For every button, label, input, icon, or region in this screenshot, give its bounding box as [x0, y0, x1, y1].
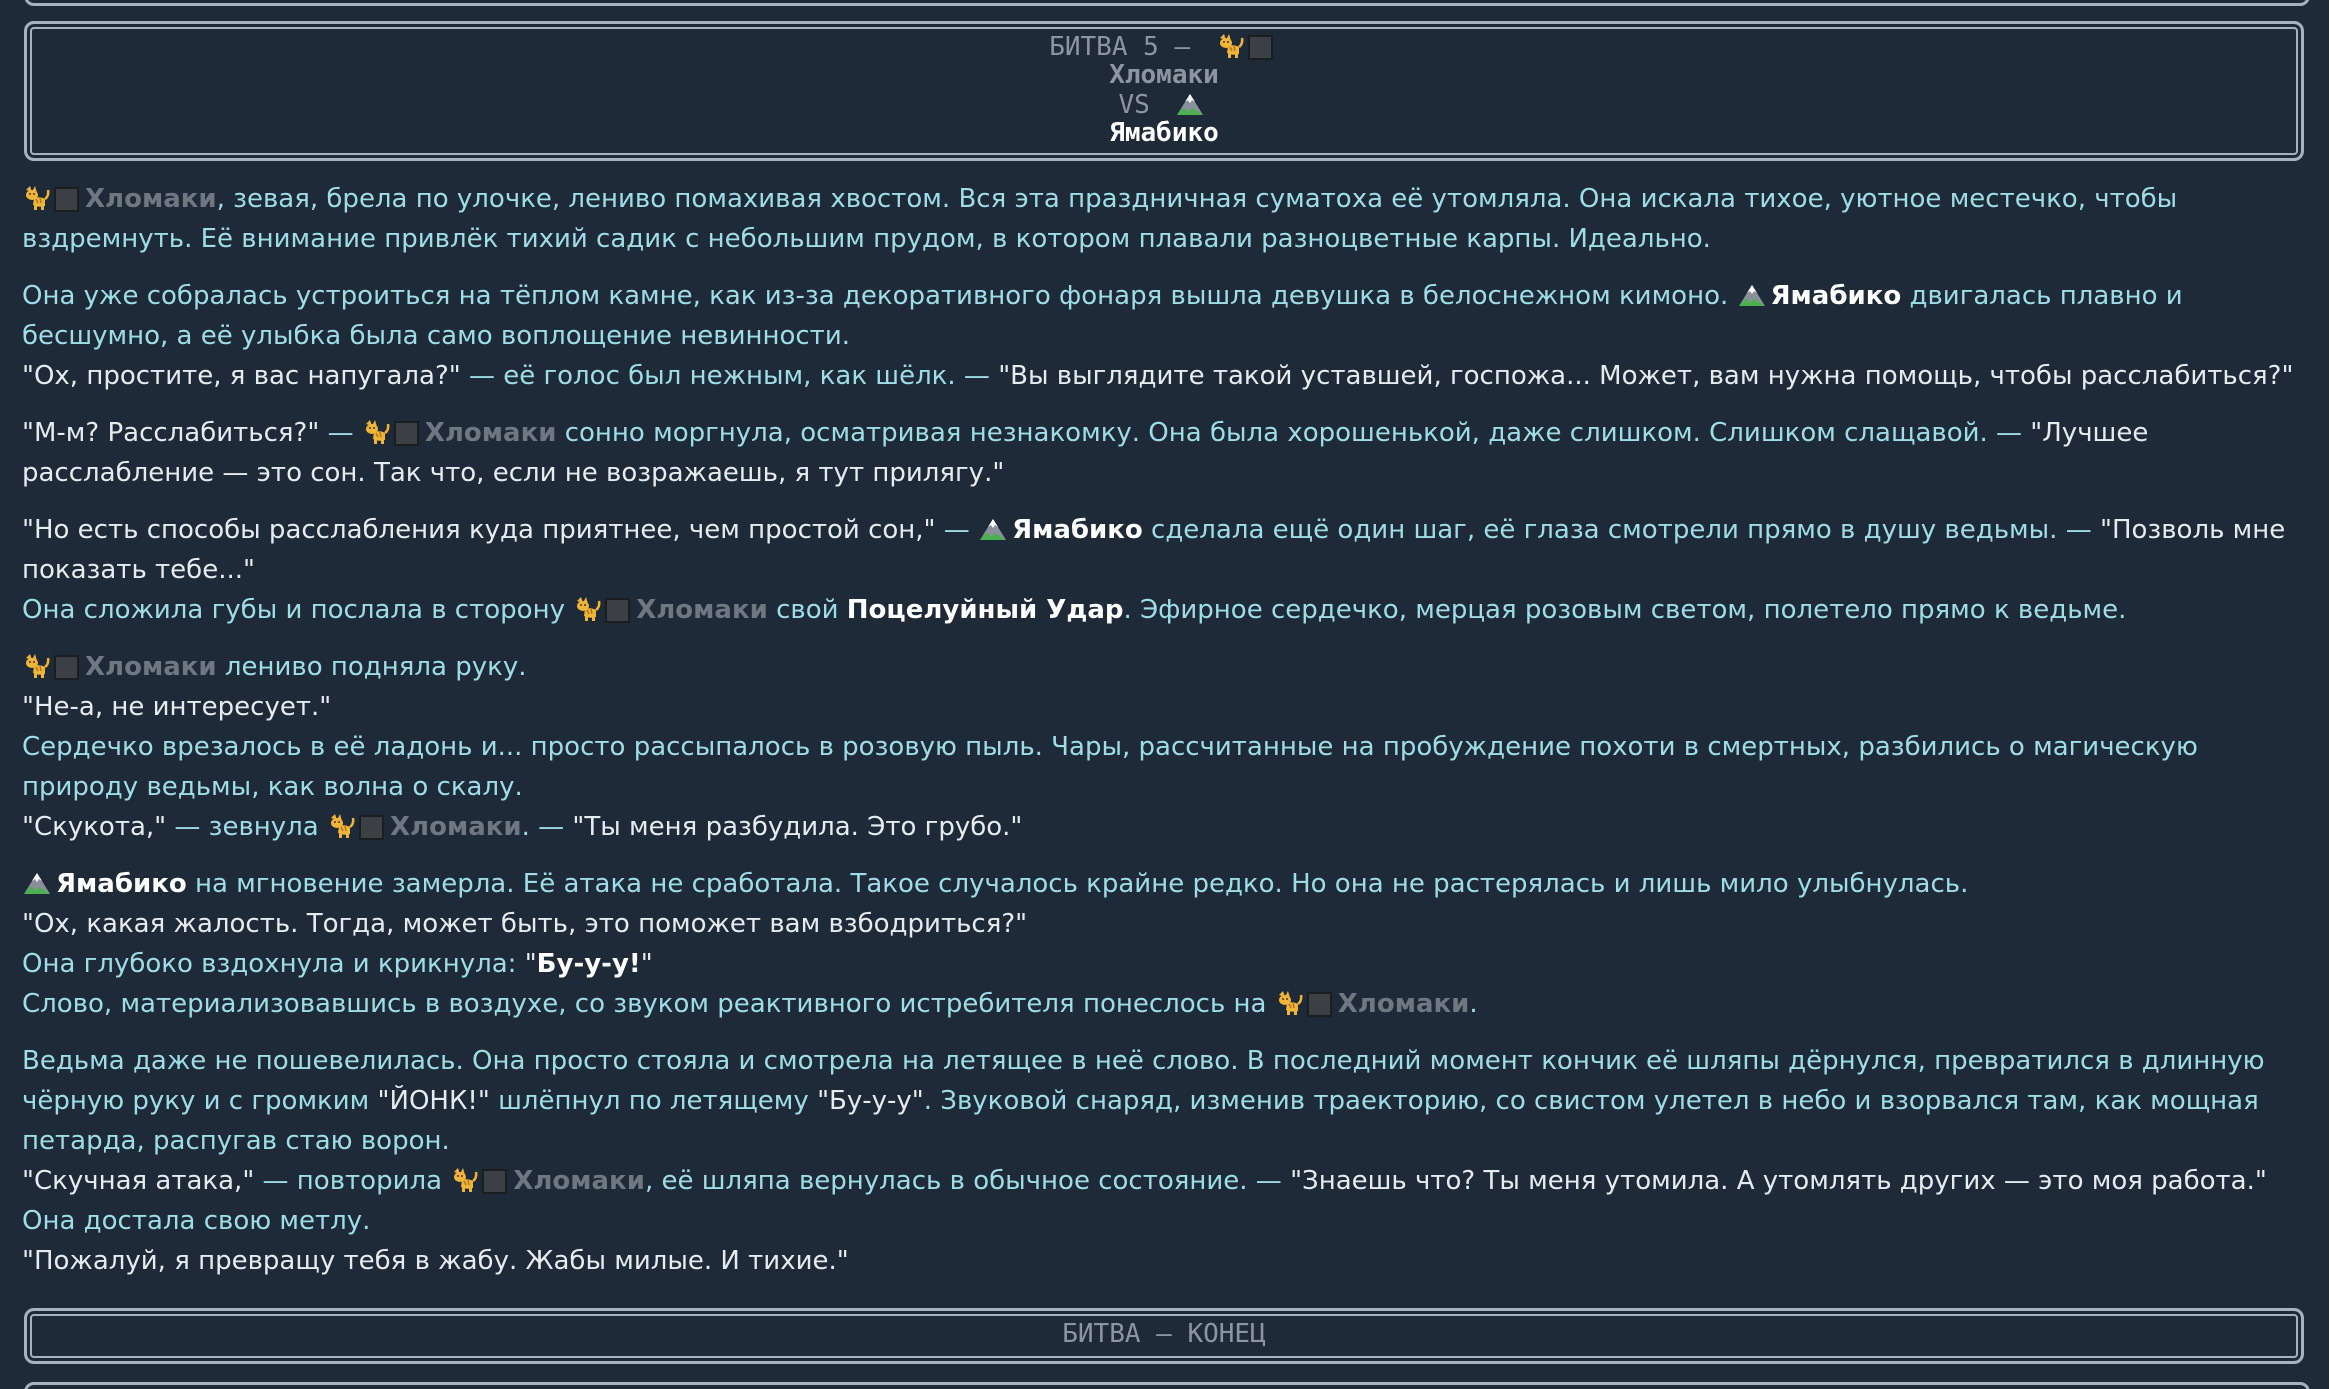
fighter-one-name: Хломаки	[513, 1166, 645, 1196]
black-square-icon	[1248, 35, 1273, 60]
narration-text: , зевая, брела по улочке, лениво помахивая хвостом. Вся эта праздничная суматоха её утомляла. Она искала тихое, уютное местечко, чтобы вздремнуть. Её внимание привлёк тихий садик с небольшим прудом, в котором плавали разноцветные карпы. Идеально.	[22, 184, 2186, 254]
story-paragraph	[22, 864, 2312, 1024]
dialogue-text: "Но есть способы расслабления куда приятнее, чем простой сон,"	[22, 515, 936, 545]
cat-icon	[327, 812, 355, 840]
dialogue-text: "Знаешь что? Ты меня утомила. А утомлять других — это моя работа."	[1290, 1166, 2267, 1196]
cat-icon	[573, 595, 601, 623]
narration-text: —	[935, 515, 979, 545]
story-paragraph	[22, 413, 2312, 493]
dialogue-text: "Скучная атака,"	[22, 1166, 255, 1196]
narration-text: — её голос был нежным, как шёлк. —	[460, 361, 999, 391]
vs-line	[27, 90, 2301, 119]
story-line	[22, 1241, 2312, 1281]
dialogue-text: "	[640, 949, 653, 979]
narration-text: — зевнула	[166, 812, 327, 842]
next-panel-edge	[24, 1382, 2310, 1389]
story-line	[22, 276, 2312, 356]
black-square-icon	[1307, 992, 1332, 1017]
mountain-icon	[22, 869, 52, 897]
black-square-icon	[394, 421, 419, 446]
fighter-one-name: Хломаки	[1337, 989, 1470, 1019]
dialogue-text: "Бу-у-у"	[817, 1086, 924, 1116]
dialogue-text: "Скукота,"	[22, 812, 167, 842]
cat-icon	[1216, 32, 1244, 60]
battle-title: БИТВА 5 –	[1049, 32, 1191, 62]
narration-text: сделала ещё один шаг, её глаза смотрели прямо в душу ведьмы. —	[1142, 515, 2100, 545]
fighter-one-name: Хломаки	[636, 595, 768, 625]
fighter-two-name: Ямабико	[1012, 515, 1143, 545]
narration-text: —	[319, 418, 362, 448]
narration-text: Сердечко врезалось в её ладонь и... просто рассыпалось в розовую пыль. Чары, рассчитанные на пробуждение похоти в смертных, разбились о магическую природу ведьмы, как волна о скалу.	[22, 732, 2207, 802]
battle-story	[22, 179, 2312, 1298]
narration-text: на мгновение замерла. Её атака не сработала. Такое случалось крайне редко. Но она не растерялась и лишь мило улыбнулась.	[186, 869, 1969, 899]
narration-text: Она достала свою метлу.	[22, 1206, 371, 1236]
story-line	[22, 510, 2312, 590]
story-paragraph	[22, 647, 2312, 847]
cat-icon	[450, 1166, 478, 1194]
fighter-one-name: Хломаки	[390, 812, 522, 842]
story-line	[22, 1161, 2312, 1201]
story-paragraph	[22, 276, 2312, 396]
black-square-icon	[54, 655, 79, 680]
story-paragraph	[22, 179, 2312, 259]
dialogue-text: "Не-а, не интересует."	[22, 692, 332, 722]
fighter-two-name: Ямабико	[1109, 118, 1219, 148]
story-line	[22, 179, 2312, 259]
dialogue-text: "Ох, какая жалость. Тогда, может быть, это поможет вам взбодриться?"	[22, 909, 1028, 939]
dialogue-text: "ЙОНК!"	[377, 1086, 490, 1116]
previous-panel-edge	[24, 0, 2310, 6]
dialogue-text: "Пожалуй, я превращу тебя в жабу. Жабы милые. И тихие."	[22, 1246, 849, 1276]
story-line	[22, 944, 2312, 984]
narration-text: . Эфирное сердечко, мерцая розовым светом, полетело прямо к ведьме.	[1123, 595, 2127, 625]
story-line	[22, 864, 2312, 904]
narration-text: Она уже собралась устроиться на тёплом камне, как из-за декоративного фонаря вышла девушка в белоснежном кимоно.	[22, 281, 1737, 311]
dialogue-text: "Лучшее расслабление — это сон. Так что, если не возражаешь, я тут прилягу."	[22, 418, 2157, 488]
mountain-icon	[978, 515, 1008, 543]
story-line	[22, 356, 2312, 396]
fighter-two-name: Ямабико	[1770, 281, 1902, 311]
narration-text: Она глубоко вздохнула и крикнула:	[22, 949, 525, 979]
narration-text: сонно моргнула, осматривая незнакомку. Она была хорошенькой, даже слишком. Слишком слащавой. —	[556, 418, 2031, 448]
battle-title-line	[27, 32, 2301, 61]
story-paragraph	[22, 1041, 2312, 1281]
cat-icon	[362, 418, 390, 446]
narration-text: свой	[767, 595, 847, 625]
black-square-icon	[605, 598, 630, 623]
story-line	[22, 727, 2312, 807]
mountain-icon	[1175, 90, 1205, 118]
narration-text: , её шляпа вернулась в обычное состояние. —	[644, 1166, 1291, 1196]
narration-text: лениво подняла руку.	[216, 652, 527, 682]
story-line	[22, 1041, 2312, 1161]
battle-start-banner	[24, 21, 2304, 161]
fighter-one-name: Хломаки	[1109, 60, 1219, 90]
fighter-one-name: Хломаки	[85, 184, 217, 214]
attack-name: Поцелуйный Удар	[846, 595, 1124, 625]
mountain-icon	[1737, 281, 1767, 309]
narration-text: Она сложила губы и послала в сторону	[22, 595, 574, 625]
cat-icon	[1275, 989, 1303, 1017]
story-paragraph	[22, 510, 2312, 630]
black-square-icon	[359, 815, 384, 840]
cat-icon	[22, 184, 50, 212]
narration-text: шлёпнул по летящему	[489, 1086, 818, 1116]
attack-name: Бу-у-у!	[536, 949, 641, 979]
battle-end-title: БИТВА – КОНЕЦ	[1062, 1319, 1266, 1349]
dialogue-text: "	[524, 949, 537, 979]
story-line	[22, 647, 2312, 687]
fighter-one-name: Хломаки	[85, 652, 217, 682]
fighter-two-name: Ямабико	[56, 869, 187, 899]
narration-text: Слово, материализовавшись в воздухе, со звуком реактивного истребителя понеслось на	[22, 989, 1275, 1019]
narration-text: . Звуковой снаряд, изменив траекторию, со свистом улетел в небо и взорвался там, как мощная петарда, распугав стаю ворон.	[22, 1086, 2268, 1156]
dialogue-text: "М-м? Расслабиться?"	[22, 418, 320, 448]
narration-text: Ведьма даже не пошевелилась. Она просто стояла и смотрела на летящее в неё слово. В последний момент кончик её шляпы дёрнулся, превратился в длинную чёрную руку и с громким	[22, 1046, 2273, 1116]
fighter-two-line	[27, 119, 2301, 148]
narration-text: . —	[521, 812, 573, 842]
story-line	[22, 413, 2312, 493]
dialogue-text: "Вы выглядите такой уставшей, госпожа... Может, вам нужна помощь, чтобы расслабиться?"	[998, 361, 2294, 391]
vs-label: VS	[1118, 90, 1150, 120]
battle-end-banner	[24, 1308, 2304, 1364]
dialogue-text: "Ох, простите, я вас напугала?"	[22, 361, 461, 391]
black-square-icon	[482, 1169, 507, 1194]
narration-text: .	[1469, 989, 1478, 1019]
story-line	[22, 687, 2312, 727]
fighter-one-name: Хломаки	[424, 418, 557, 448]
story-line	[22, 984, 2312, 1024]
dialogue-text: "Позволь мне показать тебе..."	[22, 515, 2294, 585]
story-line	[22, 1201, 2312, 1241]
story-line	[22, 590, 2312, 630]
dialogue-text: "Ты меня разбудила. Это грубо."	[572, 812, 1023, 842]
battle-end-line	[27, 1320, 2301, 1349]
story-line	[22, 807, 2312, 847]
narration-text: — повторила	[254, 1166, 451, 1196]
story-line	[22, 904, 2312, 944]
cat-icon	[22, 652, 50, 680]
fighter-one-line	[27, 61, 2301, 90]
narration-text: двигалась плавно и бесшумно, а её улыбка была само воплощение невинности.	[22, 281, 2191, 351]
black-square-icon	[54, 187, 79, 212]
